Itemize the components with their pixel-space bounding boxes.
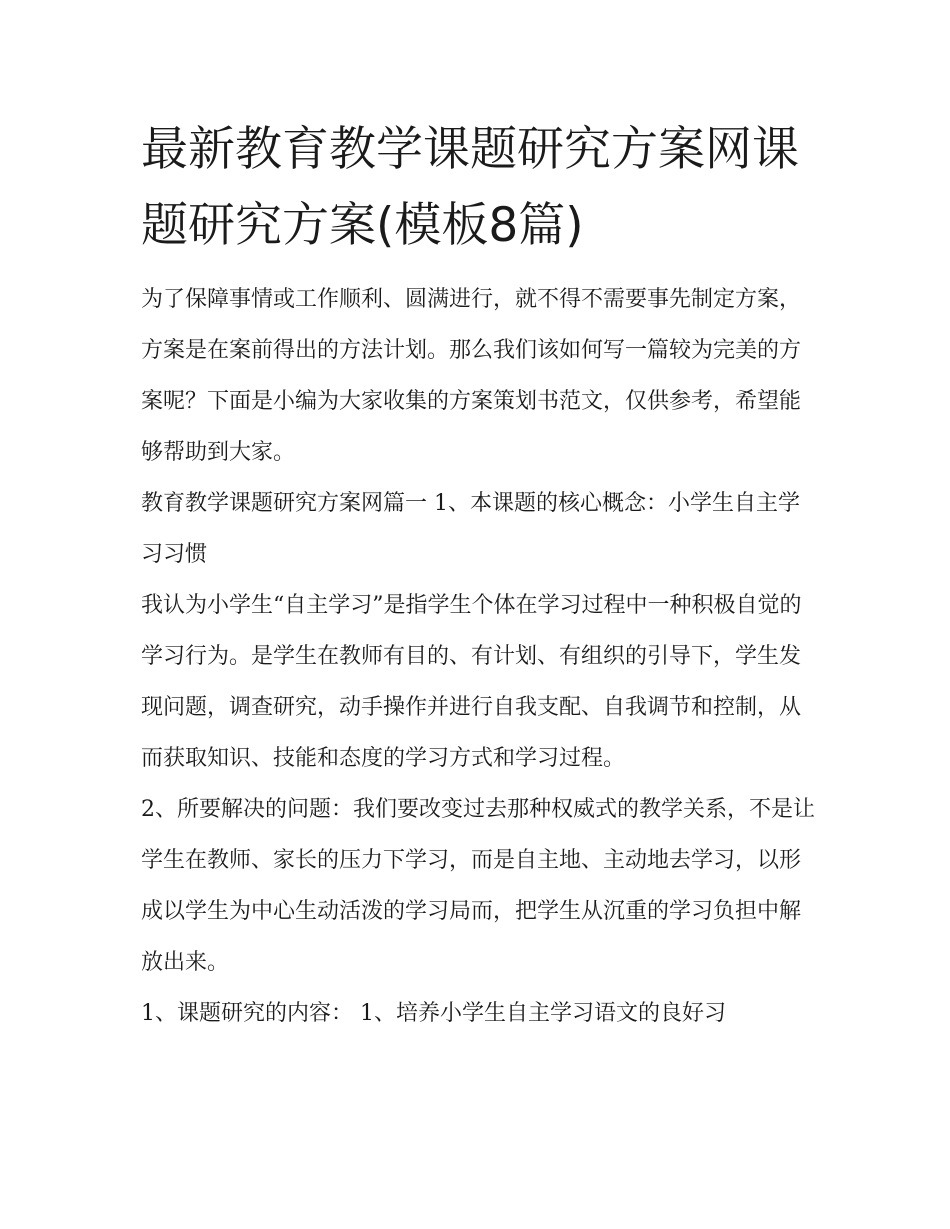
paragraph-self-learning-definition: 我认为小学生“自主学习”是指学生个体在学习过程中一种积极自觉的学习行为。是学生在教师有目的、有计划、有组织的引导下，学生发现问题，调查研究，动手操作并进行自我支配、自我调节和控制，从而获取知识、技能和态度的学习方式和学习过程。: [141, 593, 802, 771]
paragraph-core-concept: 教育教学课题研究方案网篇一 1、本课题的核心概念：小学生自主学习习惯: [141, 491, 800, 567]
paragraph-problems-to-solve: 2、所要解决的问题：我们要改变过去那种权威式的教学关系，不是让学生在教师、家长的压力下学习，而是自主地、主动地去学习，以形成以学生为中心生动活泼的学习局而，把学生从沉重的学习负担中解放出来。: [141, 797, 815, 975]
document-body: [141, 112, 816, 1039]
paragraph-research-content: 1、课题研究的内容： 1、培养小学生自主学习语文的良好习: [141, 1001, 726, 1026]
document-title: 最新教育教学课题研究方案网课题研究方案(模板8篇): [141, 122, 799, 253]
paragraph-intro: 为了保障事情或工作顺利、圆满进行，就不得不需要事先制定方案，方案是在案前得出的方法计划。那么我们该如何写一篇较为完美的方案呢？下面是小编为大家收集的方案策划书范文，仅供参考，希望能够帮助到大家。: [141, 287, 802, 465]
